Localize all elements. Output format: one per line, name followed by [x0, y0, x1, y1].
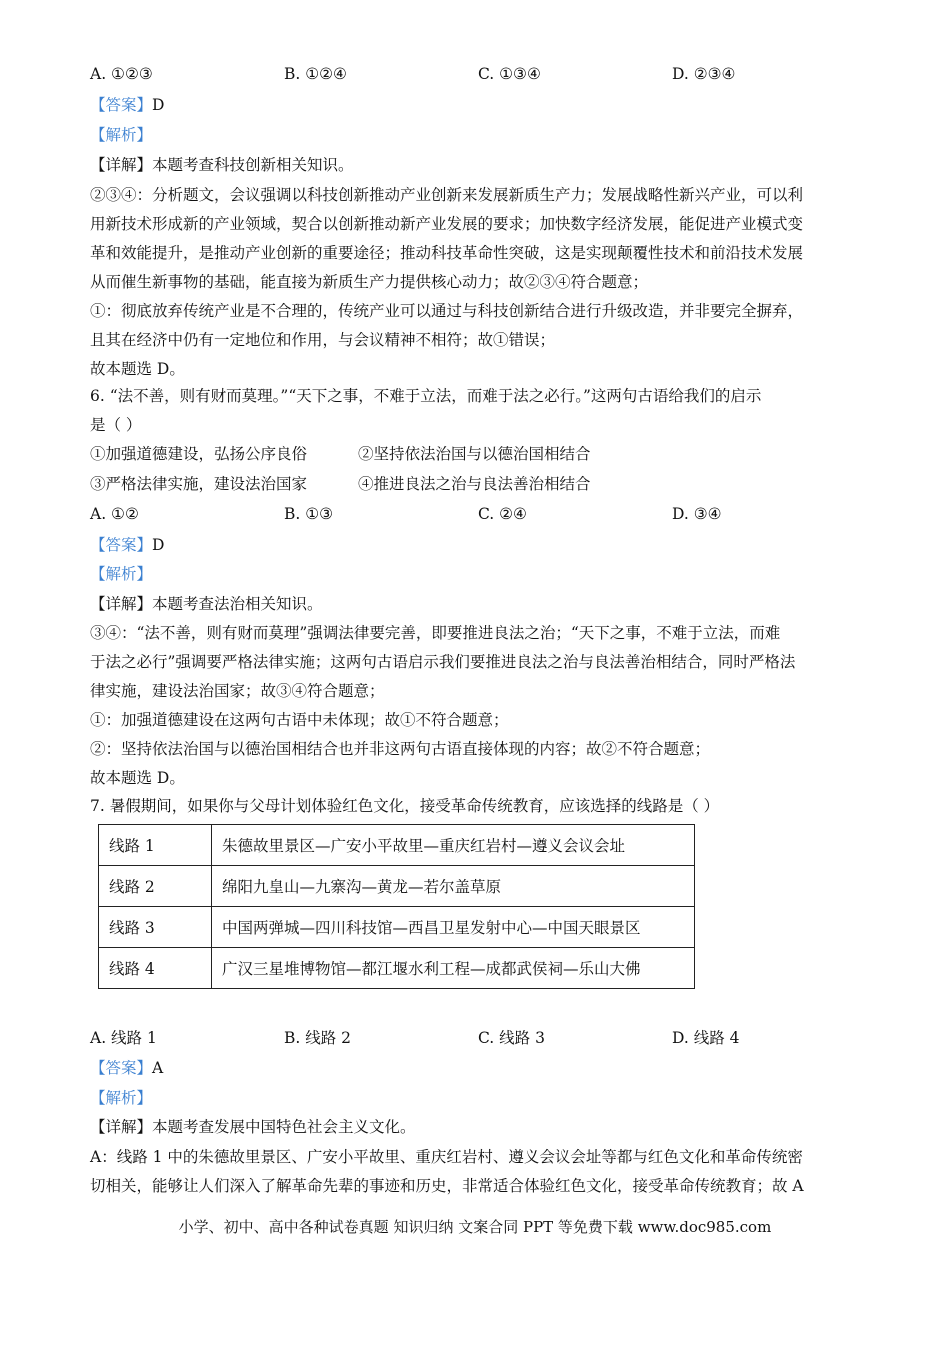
q5-line-7: 故本题选 D。	[90, 360, 185, 378]
q7-stem: 7. 暑假期间，如果你与父母计划体验红色文化，接受革命传统教育，应该选择的线路是（ ）	[90, 797, 720, 815]
q6-option-d: D. ③④	[672, 505, 722, 523]
answer-value: A	[152, 1059, 164, 1077]
q7-line-2: 切相关，能够让人们深入了解革命先辈的事迹和历史，非常适合体验红色文化，接受革命传统教育；故 A	[90, 1177, 804, 1195]
q5-analysis	[90, 125, 152, 145]
page-footer: 小学、初中、高中各种试卷真题 知识归纳 文案合同 PPT 等免费下载 www.doc985.com	[178, 1218, 772, 1236]
route-path: 广汉三星堆博物馆—都江堰水利工程—成都武侯祠—乐山大佛	[212, 948, 695, 989]
q7-analysis	[90, 1088, 152, 1108]
route-name: 线路 4	[99, 948, 212, 989]
q6-stem-line-2: 是（ ）	[90, 416, 142, 434]
q6-option-a: A. ①②	[90, 505, 139, 523]
q6-choice-1: ①加强道德建设，弘扬公序良俗	[90, 445, 308, 463]
q6-line-4: ①：加强道德建设在这两句古语中未体现；故①不符合题意；	[90, 711, 509, 729]
route-path: 朱德故里景区—广安小平故里—重庆红岩村—遵义会议会址	[212, 825, 695, 866]
table-row	[99, 907, 695, 948]
detail-label: 【详解】	[90, 1118, 153, 1136]
q7-option-c: C. 线路 3	[478, 1029, 545, 1047]
route-name: 线路 3	[99, 907, 212, 948]
route-table	[98, 824, 695, 989]
q5-option-b: B. ①②④	[284, 65, 347, 83]
answer-value: D	[152, 96, 165, 114]
q6-line-5: ②：坚持依法治国与以德治国相结合也并非这两句古语直接体现的内容；故②不符合题意；	[90, 740, 711, 758]
q6-option-c: C. ②④	[478, 505, 527, 523]
detail-label: 【详解】	[90, 156, 153, 174]
table-row	[99, 866, 695, 907]
analysis-label: 【解析】	[90, 565, 153, 583]
q7-option-b: B. 线路 2	[284, 1029, 352, 1047]
q6-line-1: ③④：“法不善，则有财而莫理”强调法律要完善，即要推进良法之治；“天下之事，不难于立法，而难	[90, 624, 781, 642]
q5-line-3: 革和效能提升，是推动产业创新的重要途径；推动科技革命性突破，这是实现颠覆性技术和前沿技术发展	[90, 244, 804, 262]
q6-analysis	[90, 564, 152, 584]
route-name: 线路 1	[99, 825, 212, 866]
route-name: 线路 2	[99, 866, 212, 907]
q5-answer	[90, 95, 164, 115]
route-path: 绵阳九皇山—九寨沟—黄龙—若尔盖草原	[212, 866, 695, 907]
table-row	[99, 825, 695, 866]
q6-option-b: B. ①③	[284, 505, 334, 523]
q6-line-3: 律实施，建设法治国家；故③④符合题意；	[90, 682, 385, 700]
analysis-label: 【解析】	[90, 126, 153, 144]
q7-line-1: A：线路 1 中的朱德故里景区、广安小平故里、重庆红岩村、遵义会议会址等都与红色文化和革命传统密	[90, 1148, 803, 1166]
q5-line-6: 且其在经济中仍有一定地位和作用，与会议精神不相符；故①错误；	[90, 331, 556, 349]
route-path: 中国两弹城—四川科技馆—西昌卫星发射中心—中国天眼景区	[212, 907, 695, 948]
q6-line-2: 于法之必行”强调要严格法律实施；这两句古语启示我们要推进良法之治与良法善治相结合，同时严格法	[90, 653, 796, 671]
detail-intro: 本题考查科技创新相关知识。	[152, 156, 354, 174]
q5-option-a: A. ①②③	[90, 65, 153, 83]
q6-choice-2: ②坚持依法治国与以德治国相结合	[358, 445, 591, 463]
q7-detail	[90, 1117, 416, 1137]
q6-answer	[90, 535, 164, 555]
q6-choice-3: ③严格法律实施，建设法治国家	[90, 475, 308, 493]
answer-label: 【答案】	[90, 1059, 153, 1077]
q6-choice-4: ④推进良法之治与良法善治相结合	[358, 475, 591, 493]
answer-label: 【答案】	[90, 96, 153, 114]
detail-intro: 本题考查发展中国特色社会主义文化。	[152, 1118, 416, 1136]
detail-intro: 本题考查法治相关知识。	[152, 595, 323, 613]
q5-line-5: ①：彻底放弃传统产业是不合理的，传统产业可以通过与科技创新结合进行升级改造，并非要完全摒弃，	[90, 302, 804, 320]
q6-line-6: 故本题选 D。	[90, 769, 185, 787]
table-row	[99, 948, 695, 989]
answer-value: D	[152, 536, 165, 554]
q5-option-c: C. ①③④	[478, 65, 541, 83]
analysis-label: 【解析】	[90, 1089, 153, 1107]
q5-detail	[90, 155, 354, 175]
q6-stem-line-1: 6. “法不善，则有财而莫理。”“天下之事，不难于立法，而难于法之必行。”这两句古语给我们的启示	[90, 387, 762, 405]
answer-label: 【答案】	[90, 536, 153, 554]
detail-label: 【详解】	[90, 595, 153, 613]
q5-line-4: 从而催生新事物的基础，能直接为新质生产力提供核心动力；故②③④符合题意；	[90, 273, 649, 291]
q5-option-d: D. ②③④	[672, 65, 736, 83]
q6-detail	[90, 594, 323, 614]
q7-answer	[90, 1058, 163, 1078]
q7-option-d: D. 线路 4	[672, 1029, 740, 1047]
q5-line-2: 用新技术形成新的产业领域，契合以创新推动新产业发展的要求；加快数字经济发展，能促进产业模式变	[90, 215, 804, 233]
q5-line-1: ②③④：分析题文，会议强调以科技创新推动产业创新来发展新质生产力；发展战略性新兴产业，可以利	[90, 186, 804, 204]
q7-option-a: A. 线路 1	[90, 1029, 157, 1047]
